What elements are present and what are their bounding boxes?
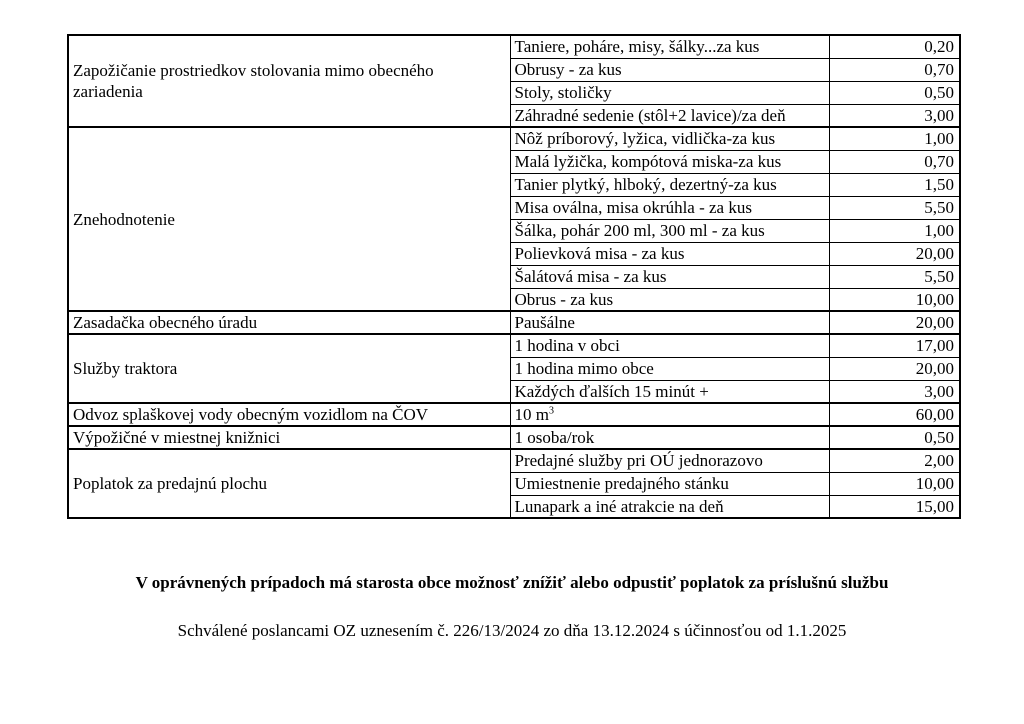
- fee-table-body: [68, 35, 960, 518]
- category-cell: Zasadačka obecného úradu: [68, 311, 510, 334]
- item-label: Misa oválna, misa okrúhla - za kus: [514, 198, 752, 217]
- amount-cell: 5,50: [829, 265, 960, 288]
- item-label: Šálka, pohár 200 ml, 300 ml - za kus: [514, 221, 765, 240]
- table-row: [68, 449, 960, 472]
- amount-cell: 10,00: [829, 288, 960, 311]
- item-cell: [510, 58, 829, 81]
- amount-cell: 10,00: [829, 472, 960, 495]
- item-label: Tanier plytký, hlboký, dezertný-za kus: [514, 175, 777, 194]
- item-cell: [510, 357, 829, 380]
- item-label: Nôž príborový, lyžica, vidlička-za kus: [514, 129, 776, 149]
- amount-cell: 2,00: [829, 449, 960, 472]
- amount-cell: 1,00: [829, 219, 960, 242]
- item-cell: [510, 403, 829, 426]
- amount-cell: 0,70: [829, 150, 960, 173]
- item-label: Lunapark a iné atrakcie na deň: [514, 496, 724, 516]
- amount-cell: 0,70: [829, 58, 960, 81]
- item-label: Malá lyžička, kompótová miska-za kus: [514, 152, 782, 171]
- amount-cell: 17,00: [829, 334, 960, 357]
- amount-cell: 3,00: [829, 104, 960, 127]
- category-cell: Odvoz splaškovej vody obecným vozidlom na ČOV: [68, 403, 510, 426]
- category-cell: Výpožičné v miestnej knižnici: [68, 426, 510, 449]
- table-row: [68, 426, 960, 449]
- item-cell: [510, 104, 829, 127]
- item-label: Taniere, poháre, misy, šálky...za kus: [514, 37, 760, 57]
- item-label: 1 osoba/rok: [514, 428, 595, 447]
- amount-cell: 1,00: [829, 127, 960, 150]
- item-label: Obrusy - za kus: [514, 60, 622, 79]
- item-label: 1 hodina mimo obce: [514, 359, 654, 378]
- category-cell: Služby traktora: [68, 334, 510, 403]
- item-cell: [510, 173, 829, 196]
- item-cell: [510, 150, 829, 173]
- item-cell: [510, 311, 829, 334]
- item-cell: [510, 219, 829, 242]
- table-row: [68, 311, 960, 334]
- category-cell: Zapožičanie prostriedkov stolovania mimo obecného zariadenia: [68, 35, 510, 127]
- item-label: Umiestnenie predajného stánku: [514, 474, 729, 493]
- table-row: [68, 403, 960, 426]
- item-label: Šalátová misa - za kus: [514, 267, 667, 286]
- table-row: [68, 334, 960, 357]
- item-cell: [510, 380, 829, 403]
- item-cell: [510, 127, 829, 150]
- amount-cell: 20,00: [829, 242, 960, 265]
- discount-note: V oprávnených prípadoch má starosta obce možnosť znížiť alebo odpustiť poplatok za príslušnú službu: [135, 573, 889, 592]
- amount-cell: 0,50: [829, 81, 960, 104]
- item-label: Obrus - za kus: [514, 289, 614, 309]
- amount-cell: 15,00: [829, 495, 960, 518]
- item-cell: [510, 449, 829, 472]
- item-label: Predajné služby pri OÚ jednorazovo: [514, 451, 763, 471]
- amount-cell: 1,50: [829, 173, 960, 196]
- fee-table: [67, 34, 961, 519]
- item-cell: [510, 495, 829, 518]
- item-label: Záhradné sedenie (stôl+2 lavice)/za deň: [514, 105, 786, 125]
- category-cell: Znehodnotenie: [68, 127, 510, 311]
- item-label: Polievková misa - za kus: [514, 244, 685, 263]
- item-cell: [510, 35, 829, 58]
- item-cell: [510, 334, 829, 357]
- item-cell: [510, 426, 829, 449]
- item-label: Každých ďalších 15 minút +: [514, 381, 709, 401]
- table-row: [68, 127, 960, 150]
- item-cell: [510, 472, 829, 495]
- amount-cell: 5,50: [829, 196, 960, 219]
- item-cell: [510, 242, 829, 265]
- item-label: 10 m: [514, 405, 549, 424]
- amount-cell: 60,00: [829, 403, 960, 426]
- item-cell: [510, 196, 829, 219]
- item-cell: [510, 81, 829, 104]
- table-row: [68, 35, 960, 58]
- amount-cell: 20,00: [829, 357, 960, 380]
- amount-cell: 0,20: [829, 35, 960, 58]
- item-cell: [510, 288, 829, 311]
- approval-statement: Schválené poslancami OZ uznesením č. 226/13/2024 zo dňa 13.12.2024 s účinnosťou od 1.1.2025: [177, 621, 847, 640]
- item-label: Stoly, stoličky: [514, 83, 612, 102]
- amount-cell: 3,00: [829, 380, 960, 403]
- item-cell: [510, 265, 829, 288]
- amount-cell: 0,50: [829, 426, 960, 449]
- category-cell: Poplatok za predajnú plochu: [68, 449, 510, 518]
- item-label: Paušálne: [514, 313, 575, 332]
- amount-cell: 20,00: [829, 311, 960, 334]
- item-label: 1 hodina v obci: [514, 336, 620, 356]
- unit-superscript: 3: [548, 405, 554, 417]
